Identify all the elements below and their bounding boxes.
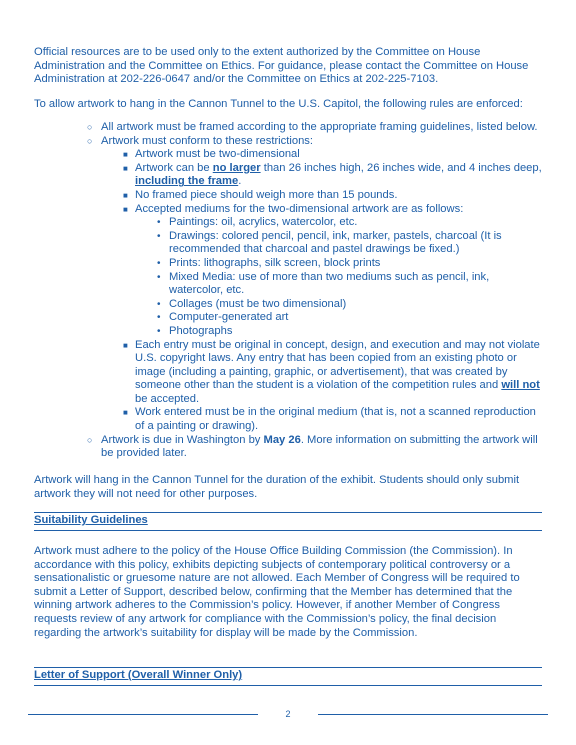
circle-bullet-icon: ○ <box>87 135 93 146</box>
medium-item: • Computer-generated art <box>157 311 289 324</box>
page-number: 2 <box>285 709 291 719</box>
intro-paragraph: Official resources are to be used only to the extent authorized by the Committee on House Administration and the Committee on Ethics. For guidance, please contact the Committee on House Administration at 202-226-0647 and/or the Committee on Ethics at 202-225-7103. <box>34 46 529 86</box>
circle-bullet-icon: ○ <box>87 434 93 445</box>
medium-item: • Prints: lithographs, silk screen, block prints <box>157 256 381 269</box>
dot-bullet-icon: • <box>157 217 161 229</box>
dot-bullet-icon: • <box>157 298 161 310</box>
emphasis-will-not: will not <box>501 379 540 392</box>
medium-item: • Drawings: colored pencil, pencil, ink, marker, pastels, charcoal (It is recommended that charcoal and pastel drawings be fixed.) <box>157 229 502 256</box>
restriction-weight: ■ No framed piece should weigh more than 15 pounds. <box>123 188 398 201</box>
dot-bullet-icon: • <box>157 312 161 324</box>
section-heading-suitability: Suitability Guidelines <box>34 512 542 531</box>
page-footer <box>28 706 548 722</box>
circle-bullet-icon: ○ <box>87 122 93 132</box>
rule-item-framing: ○ All artwork must be framed according to the appropriate framing guidelines, listed below. <box>87 121 538 133</box>
dot-bullet-icon: • <box>157 257 161 269</box>
emphasis-including-frame: including the frame <box>135 175 239 188</box>
square-bullet-icon: ■ <box>123 190 128 200</box>
restriction-original-medium: ■ Work entered must be in the original medium (that is, not a scanned reproduction of a painting or drawing). <box>123 406 536 433</box>
square-bullet-icon: ■ <box>123 163 128 173</box>
rule-item-due-date: ○ Artwork is due in Washington by May 26. More information on submitting the artwork will be provided later. <box>87 433 538 460</box>
medium-item: • Paintings: oil, acrylics, watercolor, etc. <box>157 216 358 229</box>
section-heading-letter-of-support: Letter of Support (Overall Winner Only) <box>34 667 542 686</box>
rule-item-restrictions: ○ Artwork must conform to these restrictions: <box>87 134 314 147</box>
rules-intro-paragraph: To allow artwork to hang in the Cannon Tunnel to the U.S. Capitol, the following rules are enforced: <box>34 98 523 110</box>
rules-outline <box>34 121 542 461</box>
restriction-originality: ■ Each entry must be original in concept, design, and execution and may not violate U.S. copyright laws. Any entry that has been copied from an existing photo or image (including a painting, graphic, or advertisement), that was created by someone other than the student is a violation of the competition rules and will not be accepted. <box>123 338 540 405</box>
restriction-mediums: ■ Accepted mediums for the two-dimensional artwork are as follows: <box>123 202 464 215</box>
square-bullet-icon: ■ <box>123 150 128 160</box>
restriction-size: ■ Artwork can be no larger than 26 inches high, 26 inches wide, and 4 inches deep, including the frame. <box>123 161 542 188</box>
dot-bullet-icon: • <box>157 325 161 337</box>
medium-item: • Photographs <box>157 324 233 337</box>
medium-item: • Collages (must be two dimensional) <box>157 297 347 310</box>
footer-divider <box>28 714 258 715</box>
square-bullet-icon: ■ <box>123 340 128 350</box>
due-date: May 26 <box>263 433 301 446</box>
medium-item: • Mixed Media: use of more than two mediums such as pencil, ink, watercolor, etc. <box>157 270 490 297</box>
dot-bullet-icon: • <box>157 271 161 283</box>
exhibit-paragraph: Artwork will hang in the Cannon Tunnel for the duration of the exhibit. Students should only submit artwork they will not need for other purposes. <box>34 474 520 500</box>
footer-divider <box>318 714 548 715</box>
square-bullet-icon: ■ <box>123 408 128 418</box>
suitability-paragraph: Artwork must adhere to the policy of the House Office Building Commission (the Commission). In accordance with this policy, exhibits depicting subjects of contemporary political controversy or a sensationalistic or gruesome nature are not allowed. Each Member of Congress will be required to submit a Letter of Support, described below, confirming that the Member has determined that the winning artwork adheres to the Commission’s policy. However, if another Member of Congress requests review of any artwork for compliance with the Commission’s policy, the final decision regarding the artwork’s suitability for display will be made by the Commission. <box>34 545 520 639</box>
square-bullet-icon: ■ <box>123 204 128 214</box>
restriction-two-dimensional: ■ Artwork must be two-dimensional <box>123 148 300 161</box>
dot-bullet-icon: • <box>157 230 161 242</box>
emphasis-no-larger: no larger <box>212 161 261 174</box>
